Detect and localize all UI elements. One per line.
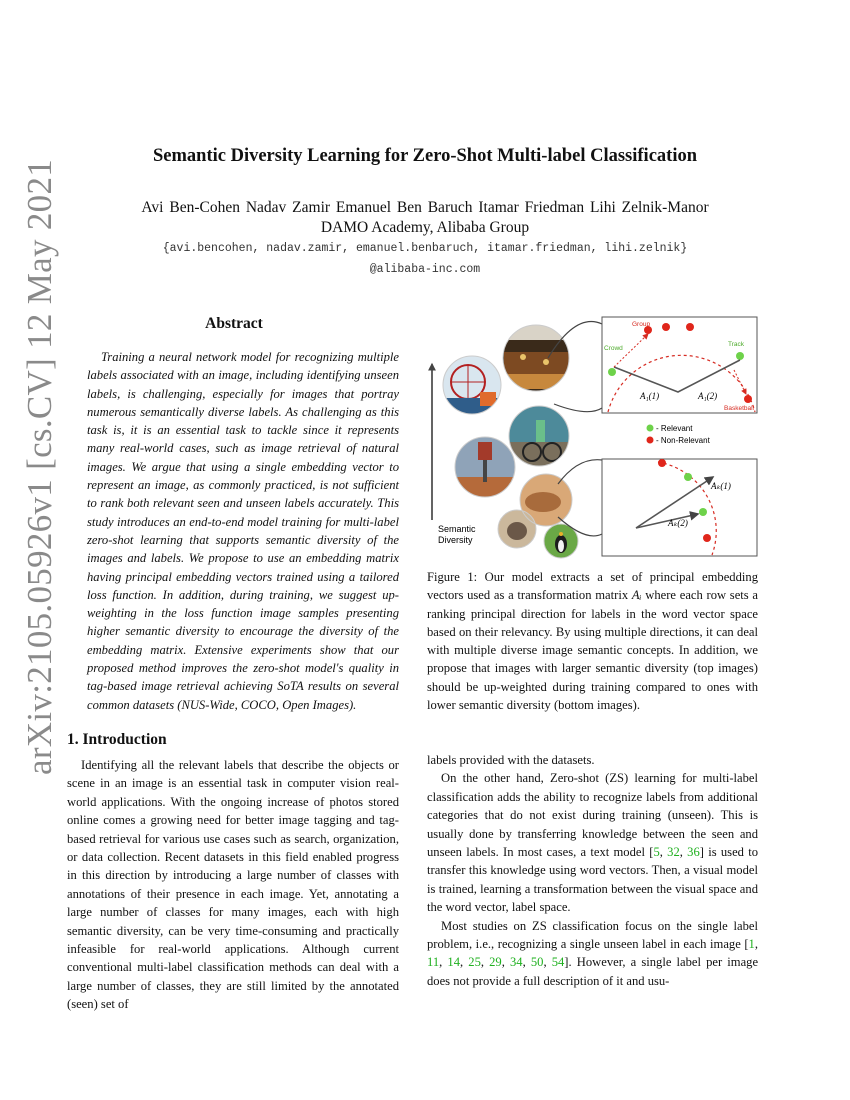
non-relevant-point-2 — [703, 534, 711, 542]
label-a1-2: A₁(2) — [698, 391, 718, 401]
cite-link[interactable]: 29 — [489, 955, 502, 970]
stadium-image — [498, 322, 578, 397]
cite-link[interactable]: 34 — [509, 955, 523, 970]
p3-text-a: Most studies on ZS classification focus on the single label problem, i.e., recognizing a single unseen label in each image [ — [427, 918, 758, 952]
group-point-3 — [686, 323, 694, 331]
figure-1-caption — [427, 568, 758, 714]
intro-right-continuation: labels provided with the datasets. — [427, 753, 595, 767]
cite-link[interactable]: 11 — [427, 955, 440, 970]
introduction-heading: 1. Introduction — [67, 731, 167, 748]
label-ak-1: Aₖ(1) — [711, 481, 731, 491]
track-point — [736, 352, 744, 360]
cite-link[interactable]: 54 — [551, 955, 565, 970]
caption-part-1: Figure 1: Our model extracts a set of principal embedding vectors used as a transformation matrix — [427, 570, 758, 603]
figure-1 — [428, 312, 760, 562]
penguin-image — [542, 522, 582, 562]
label-basketball: Basketball — [724, 405, 754, 412]
abstract-heading: Abstract — [205, 315, 263, 332]
introduction-left-column — [67, 756, 399, 1014]
author-list: Avi Ben-Cohen Nadav Zamir Emanuel Ben Baruch Itamar Friedman Lihi Zelnik-Manor — [141, 199, 709, 216]
cite-link[interactable]: 32 — [667, 845, 680, 860]
axis-label-line2: Diversity — [438, 535, 473, 545]
intro-paragraph-2: On the other hand, Zero-shot (ZS) learning for multi-label classification adds the ability to recognize labels from additional categories that do not exist during training (unseen). This is usually done by transferring knowledge between the seen and unseen labels. In most cases, a text model [5, 32, 36] is used to transfer this knowledge using word vectors. Then, a visual model is trained, learning a transformation between the visual space and the word vector, label space. — [427, 771, 759, 915]
p2-text-b: ] is used to transfer this knowledge using word vectors. Then, a visual model is trained, learning a transformation between the visual space and the word vector, label space. — [427, 845, 759, 915]
p3-text-b: ]. However, a single label per image does not provide a full description of it and usu- — [427, 955, 759, 988]
axis-label-line1: Semantic — [438, 524, 476, 534]
cite-link[interactable]: 5 — [653, 845, 660, 860]
cite-link[interactable]: 25 — [468, 955, 481, 970]
basketball-point — [744, 395, 752, 403]
label-track: Track — [728, 341, 745, 348]
relevant-point-1 — [684, 473, 692, 481]
cite-link[interactable]: 36 — [687, 845, 700, 860]
paper-title: Semantic Diversity Learning for Zero-Shot Multi-label Classification — [153, 146, 697, 166]
abstract-body: Training a neural network model for recognizing multiple labels associated with an image, including identifying unseen labels, is challenging, especially for images that portray numerous semantically diverse labels. As challenging as this task is, it is an essential task to tackle since it represents many real-world cases, such as image retrieval of natural images. We argue that using a single embedding vector to represent an image, as commonly practiced, is not sufficient to rank both relevant seen and unseen labels accurately. This study introduces an end-to-end model training for multi-label zero-shot learning that supports semantic diversity of the images and labels. We propose to use an embedding matrix having principal embedding vectors trained using a tailored loss function. In addition, during training, we suggest up-weighting in the loss function image samples presenting higher semantic diversity to encourage the diversity of the embedding matrix. Extensive experiments show that our proposed method improves the zero-shot model's quality in tag-based image retrieval achieving SoTA results on several common datasets (NUS-Wide, COCO, Open Images). — [87, 350, 399, 712]
label-group: Group — [632, 321, 651, 328]
intro-paragraph-3: Most studies on ZS classification focus on the single label problem, i.e., recognizing a single unseen label in each image [1, 11, 14, 25, 29, 34, 50, 54]. However, a single label per image does not provide a full description of it and usu- — [427, 918, 759, 988]
ferris-wheel-image — [438, 352, 508, 422]
label-ak-2: Aₖ(2) — [668, 518, 688, 528]
legend-relevant-dot — [647, 425, 654, 432]
p2-text-a: On the other hand, Zero-shot (ZS) learning for multi-label classification adds the ability to recognize labels from additional categories that do not exist during training (unseen). This is usually done by transferring knowledge between the seen and unseen labels. In most cases, a text model [ — [427, 771, 758, 860]
legend-relevant: - Relevant — [656, 424, 693, 433]
label-a1-1: A₁(1) — [640, 391, 660, 401]
legend-non-relevant-dot — [647, 437, 654, 444]
crowd-point — [608, 368, 616, 376]
email-line-2: @alibaba-inc.com — [369, 263, 481, 276]
intro-paragraph-1: Identifying all the relevant labels that describe the objects or scene in an image is an essential task in computer vision real-world applications. With the ongoing increase of photos stored online comes a growing need for better image tagging and tag-based retrieval for various use cases such as search, organization, or data collection. Recent datasets in this field enabled progress in this direction by introducing a large number of classes with annotations of their presence in each image. Yet, annotating a large number of classes for many images, each with high semantic diversity, can be very time-consuming and practically infeasible for real-world applications. Although current conventional multi-label classification methods can deal with a large number of classes, they are still limited by the annotated (seen) set of — [67, 758, 399, 1012]
caption-part-2: where each row sets a ranking principal direction for labels in the word vector space based on their relevancy. By using multiple directions, it can deal with multiple diverse image semantic concepts. In addition, we propose that images with larger semantic diversity (top images) should be up-weighted during training compared to ones with lower semantic diversity (bottom images). — [427, 588, 758, 713]
legend-non-relevant: - Non-Relevant — [656, 436, 710, 445]
top-embedding-panel — [602, 317, 757, 413]
cite-link[interactable]: 14 — [447, 955, 460, 970]
non-relevant-point-1 — [658, 459, 666, 467]
caption-math: Aᵢ — [631, 588, 642, 603]
introduction-right-column — [427, 751, 758, 990]
group-point-2 — [662, 323, 670, 331]
label-crowd: Crowd — [604, 345, 623, 352]
bottom-embedding-panel — [602, 459, 757, 556]
arxiv-identifier: arXiv:2105.05926v1 [cs.CV] 12 May 2021 — [20, 158, 59, 775]
affiliation: DAMO Academy, Alibaba Group — [320, 219, 530, 236]
relevant-point-2 — [699, 508, 707, 516]
cite-link[interactable]: 1 — [748, 937, 755, 952]
email-line-1: {avi.bencohen, nadav.zamir, emanuel.benbaruch, itamar.friedman, lihi.zelnik} — [162, 242, 688, 255]
cite-link[interactable]: 50 — [530, 955, 544, 970]
